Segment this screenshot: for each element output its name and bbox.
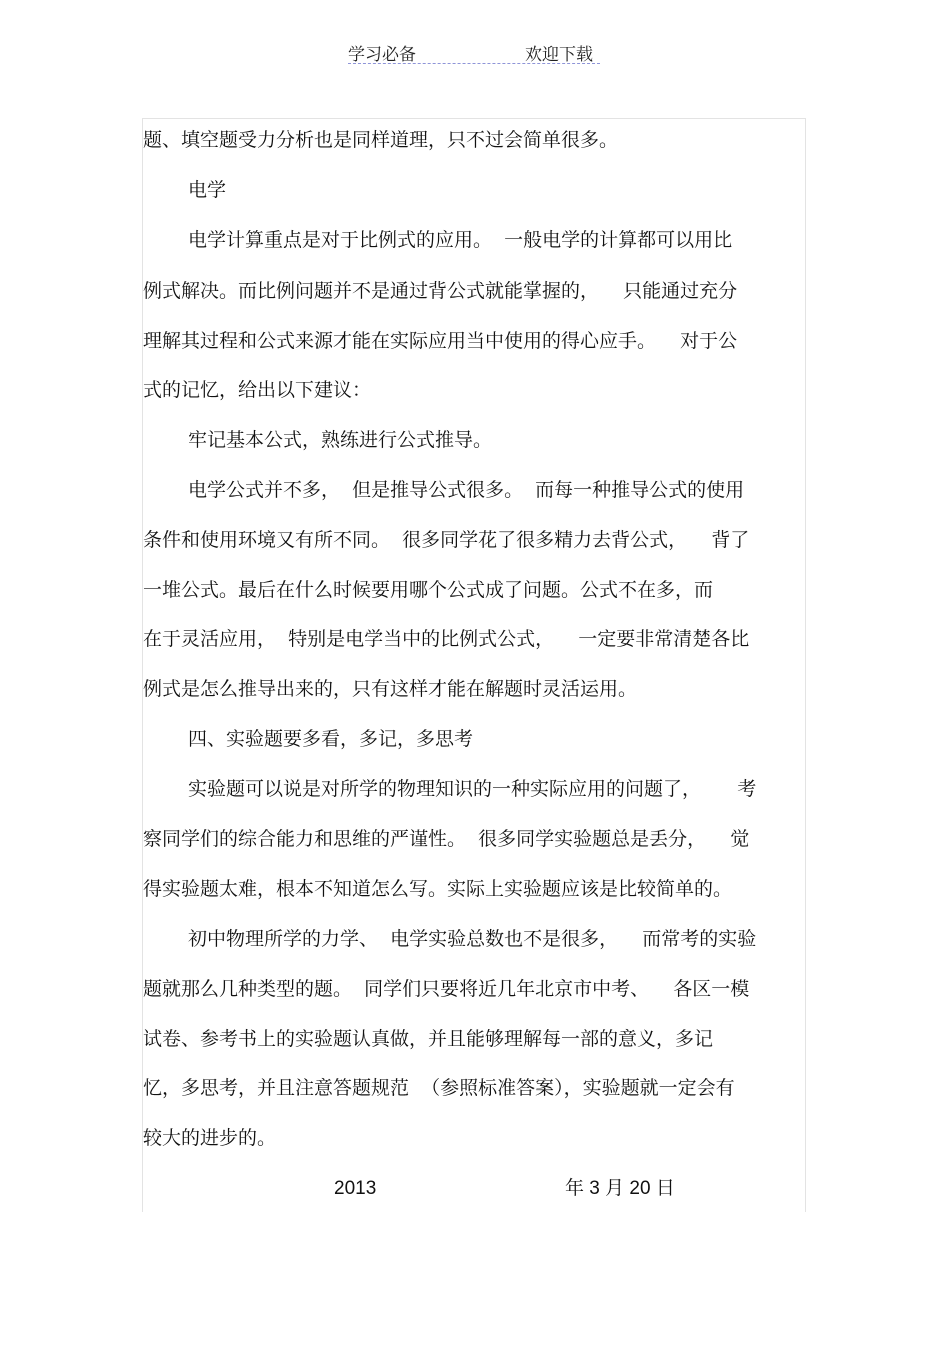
paragraph-line: 题、填空题受力分析也是同样道理，只不过会简单很多。 [143, 129, 619, 151]
paragraph-line: 察同学们的综合能力和思维的严谨性。 很多同学实验题总是丢分， 觉 [143, 828, 750, 850]
paragraph-line: 电学公式并不多， 但是推导公式很多。 而每一种推导公式的使用 [188, 479, 745, 501]
paragraph-line: 较大的进步的。 [143, 1127, 277, 1149]
paragraph-line: 例式是怎么推导出来的，只有这样才能在解题时灵活运用。 [143, 678, 638, 700]
paragraph-line: 在于灵活应用， 特别是电学当中的比例式公式， 一定要非常清楚各比 [143, 628, 750, 650]
paragraph-line: 忆，多思考，并且注意答题规范 （参照标准答案），实验题就一定会有 [143, 1077, 735, 1099]
paragraph-line: 式的记忆，给出以下建议： [143, 379, 372, 401]
date-year: 2013 [334, 1178, 377, 1199]
date-month-day: 年 3 月 20 日 [565, 1178, 675, 1199]
paragraph-line: 实验题可以说是对所学的物理知识的一种实际应用的问题了， 考 [188, 778, 757, 800]
paragraph-line: 试卷、参考书上的实验题认真做，并且能够理解每一部的意义，多记 [143, 1028, 714, 1050]
paragraph-line: 理解其过程和公式来源才能在实际应用当中使用的得心应手。 对于公 [143, 330, 738, 352]
paragraph-line: 电学计算重点是对于比例式的应用。 一般电学的计算都可以用比 [188, 229, 733, 251]
paragraph-line: 得实验题太难，根本不知道怎么写。实际上实验题应该是比较简单的。 [143, 878, 733, 900]
paragraph-line: 例式解决。而比例问题并不是通过背公式就能掌握的， 只能通过充分 [143, 280, 738, 302]
section-heading: 四、实验题要多看，多记，多思考 [188, 728, 474, 750]
section-heading: 电学 [188, 179, 227, 201]
header-dashed-rule [348, 63, 600, 64]
paragraph-line: 牢记基本公式，熟练进行公式推导。 [188, 429, 493, 451]
paragraph-line: 初中物理所学的力学、 电学实验总数也不是很多， 而常考的实验 [188, 928, 757, 950]
header-right-text: 欢迎下载 [525, 45, 593, 65]
paragraph-line: 条件和使用环境又有所不同。 很多同学花了很多精力去背公式， 背了 [143, 529, 750, 551]
paragraph-line: 题就那么几种类型的题。 同学们只要将近几年北京市中考、 各区一模 [143, 978, 750, 1000]
paragraph-line: 一堆公式。最后在什么时候要用哪个公式成了问题。公式不在多，而 [143, 579, 714, 601]
header-left-text: 学习必备 [348, 45, 416, 65]
